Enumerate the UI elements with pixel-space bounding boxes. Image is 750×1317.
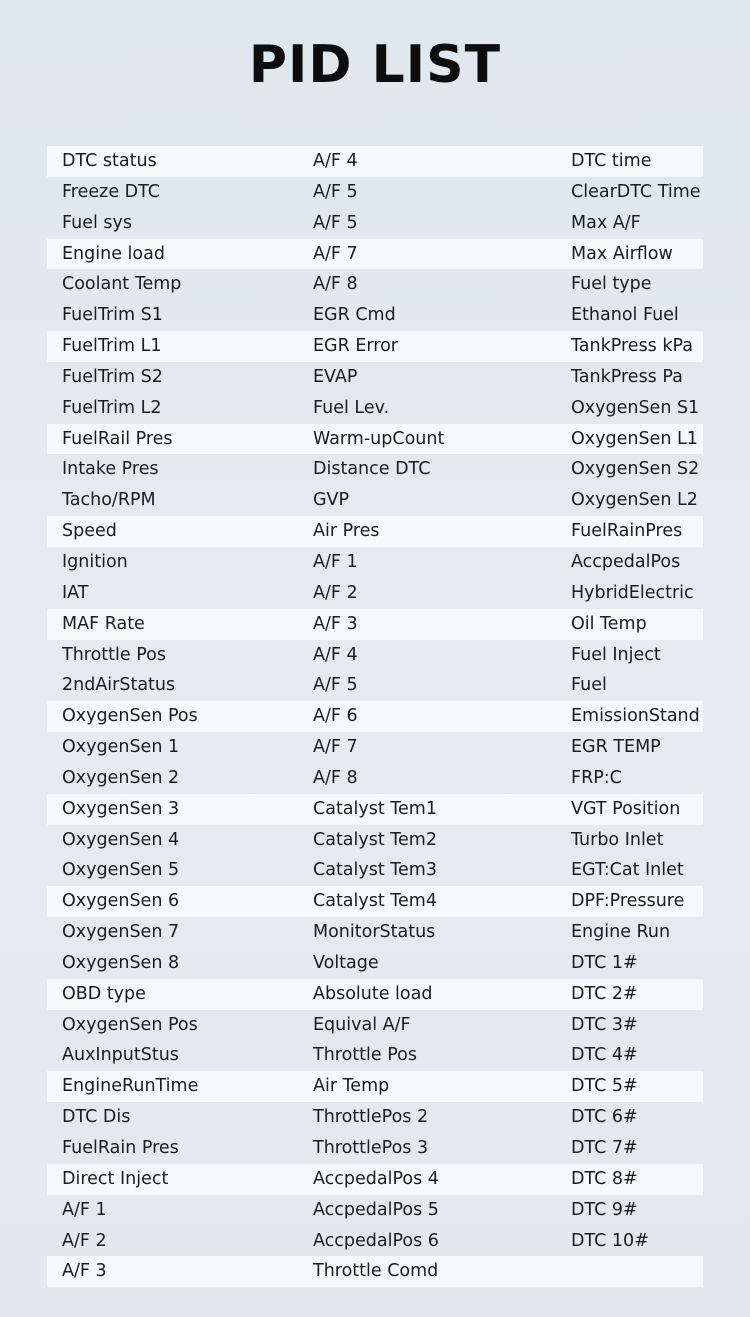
table-cell: AccpedalPos 5 <box>313 1199 439 1220</box>
table-cell: EngineRunTime <box>62 1076 199 1097</box>
table-cell: A/F 8 <box>313 274 358 295</box>
table-cell: DTC 7# <box>571 1138 638 1158</box>
table-cell: A/F 1 <box>62 1199 107 1220</box>
table-row <box>47 1040 703 1071</box>
table-row <box>47 794 703 825</box>
table-cell: Direct Inject <box>62 1168 169 1189</box>
table-row <box>47 825 703 856</box>
table-cell: Warm-upCount <box>313 428 445 449</box>
table-cell: DTC Dis <box>62 1107 131 1128</box>
table-row <box>47 763 703 794</box>
table-row <box>47 393 703 424</box>
table-cell: DTC 2# <box>571 983 638 1004</box>
table-cell: Catalyst Tem1 <box>313 798 437 819</box>
table-row <box>47 208 703 239</box>
table-cell: EGT:Cat Inlet <box>571 860 684 881</box>
table-cell: TankPress kPa <box>571 336 693 357</box>
table-cell: DTC status <box>62 151 157 171</box>
table-row <box>47 1195 703 1226</box>
table-cell: Ethanol Fuel <box>571 305 679 326</box>
table-cell: Air Temp <box>313 1076 390 1097</box>
table-row <box>47 670 703 701</box>
table-row <box>47 516 703 547</box>
table-cell: DTC 1# <box>571 952 638 973</box>
table-row <box>47 362 703 393</box>
table-cell: A/F 5 <box>313 181 358 202</box>
table-cell: A/F 7 <box>313 737 358 758</box>
table-row <box>47 1226 703 1257</box>
table-cell: OxygenSen L2 <box>571 490 698 511</box>
table-cell: DTC time <box>571 151 652 171</box>
table-cell: ThrottlePos 3 <box>313 1138 429 1158</box>
table-cell: A/F 3 <box>313 613 358 634</box>
table-row <box>47 300 703 331</box>
table-cell: Engine Run <box>571 922 671 943</box>
table-cell: EGR Cmd <box>313 305 396 326</box>
table-cell: MonitorStatus <box>313 922 436 943</box>
table-cell: A/F 7 <box>313 243 358 264</box>
table-row <box>47 948 703 979</box>
table-cell: EGR Error <box>313 336 398 357</box>
table-cell: Catalyst Tem2 <box>313 829 437 850</box>
table-cell: Distance DTC <box>313 459 431 480</box>
table-cell: GVP <box>313 490 350 511</box>
table-cell: OxygenSen S1 <box>571 397 700 418</box>
table-cell: MAF Rate <box>62 613 145 634</box>
table-cell: Tacho/RPM <box>62 490 156 511</box>
table-cell: DTC 10# <box>571 1230 649 1251</box>
table-cell: OxygenSen S2 <box>571 459 700 480</box>
table-cell: A/F 4 <box>313 644 358 665</box>
table-cell: FuelRail Pres <box>62 428 173 449</box>
table-cell: OxygenSen 8 <box>62 952 180 973</box>
table-row <box>47 485 703 516</box>
table-cell: OxygenSen 2 <box>62 767 180 788</box>
table-cell: A/F 1 <box>313 551 358 572</box>
table-row <box>47 701 703 732</box>
table-cell: AccpedalPos 4 <box>313 1168 439 1189</box>
table-row <box>47 1010 703 1041</box>
table-cell: OxygenSen L1 <box>571 428 698 449</box>
table-cell: ClearDTC Time <box>571 181 701 202</box>
table-cell: DTC 3# <box>571 1014 638 1035</box>
table-cell: Fuel Lev. <box>313 397 390 418</box>
table-cell: Catalyst Tem3 <box>313 860 437 881</box>
table-cell: DTC 6# <box>571 1107 638 1128</box>
table-cell: Catalyst Tem4 <box>313 891 437 912</box>
table-row <box>47 331 703 362</box>
table-cell: A/F 4 <box>313 151 358 171</box>
table-cell: Intake Pres <box>62 459 159 480</box>
table-cell: ThrottlePos 2 <box>313 1107 429 1128</box>
table-cell: OxygenSen Pos <box>62 706 198 727</box>
table-row <box>47 979 703 1010</box>
table-cell: OxygenSen 4 <box>62 829 180 850</box>
table-cell: FuelTrim L1 <box>62 336 162 357</box>
table-cell: EVAP <box>313 366 358 387</box>
table-cell: A/F 5 <box>313 675 358 696</box>
table-cell: Equival A/F <box>313 1014 411 1035</box>
table-cell: FuelRain Pres <box>62 1138 179 1158</box>
table-cell: Ignition <box>62 551 128 572</box>
table-cell: TankPress Pa <box>571 366 683 387</box>
table-cell: A/F 2 <box>313 582 358 603</box>
table-row <box>47 146 703 177</box>
table-cell: Max A/F <box>571 212 641 233</box>
table-cell: DTC 8# <box>571 1168 638 1189</box>
table-cell: DTC 9# <box>571 1199 638 1220</box>
table-cell: Absolute load <box>313 983 433 1004</box>
table-row <box>47 177 703 208</box>
table-row <box>47 547 703 578</box>
table-row <box>47 424 703 455</box>
table-cell: A/F 5 <box>313 212 358 233</box>
table-cell: OBD type <box>62 983 146 1004</box>
table-cell: DPF:Pressure <box>571 891 685 912</box>
table-cell: Throttle Comd <box>313 1261 439 1282</box>
table-cell: 2ndAirStatus <box>62 675 176 696</box>
table-cell: VGT Position <box>571 798 681 819</box>
table-row <box>47 609 703 640</box>
table-cell: OxygenSen 1 <box>62 737 180 758</box>
table-cell: EGR TEMP <box>571 737 661 758</box>
table-cell: Engine load <box>62 243 165 264</box>
table-cell: Fuel <box>571 675 607 696</box>
table-row <box>47 1133 703 1164</box>
table-row <box>47 855 703 886</box>
table-row <box>47 1102 703 1133</box>
table-cell: Speed <box>62 521 117 542</box>
table-cell: A/F 2 <box>62 1230 107 1251</box>
table-cell: Fuel sys <box>62 212 132 233</box>
table-cell: OxygenSen Pos <box>62 1014 198 1035</box>
table-cell: Freeze DTC <box>62 181 161 202</box>
table-cell: Coolant Temp <box>62 274 182 295</box>
table-cell: AccpedalPos <box>571 551 681 572</box>
table-row <box>47 1164 703 1195</box>
table-cell: FuelRainPres <box>571 521 683 542</box>
table-cell: EmissionStand <box>571 706 700 727</box>
table-cell: DTC 5# <box>571 1076 638 1097</box>
table-cell: Fuel Inject <box>571 644 661 665</box>
table-cell: Fuel type <box>571 274 652 295</box>
table-cell: FuelTrim S1 <box>62 305 163 326</box>
table-cell: HybridElectric <box>571 582 694 603</box>
pid-table <box>47 146 703 1287</box>
table-cell: FuelTrim S2 <box>62 366 163 387</box>
table-row <box>47 1256 703 1287</box>
table-cell: A/F 3 <box>62 1261 107 1282</box>
table-cell: OxygenSen 6 <box>62 891 180 912</box>
table-cell: OxygenSen 5 <box>62 860 180 881</box>
table-cell: AuxInputStus <box>62 1045 179 1066</box>
table-cell: FuelTrim L2 <box>62 397 162 418</box>
page-title: PID LIST <box>248 35 502 95</box>
table-cell: Oil Temp <box>571 613 647 634</box>
table-row <box>47 640 703 671</box>
table-cell: Throttle Pos <box>62 644 166 665</box>
table-cell: DTC 4# <box>571 1045 638 1066</box>
table-cell: Throttle Pos <box>313 1045 417 1066</box>
table-cell: OxygenSen 3 <box>62 798 180 819</box>
table-row <box>47 1071 703 1102</box>
table-cell: Air Pres <box>313 521 380 542</box>
table-cell: Voltage <box>313 952 379 973</box>
table-row <box>47 454 703 485</box>
table-cell: Max Airflow <box>571 243 673 264</box>
table-cell: A/F 6 <box>313 706 358 727</box>
table-cell: A/F 8 <box>313 767 358 788</box>
table-row <box>47 239 703 270</box>
table-cell: OxygenSen 7 <box>62 922 180 943</box>
table-row <box>47 269 703 300</box>
table-cell: FRP:C <box>571 767 622 788</box>
table-row <box>47 917 703 948</box>
table-cell: IAT <box>62 582 89 603</box>
table-cell: AccpedalPos 6 <box>313 1230 439 1251</box>
table-row <box>47 578 703 609</box>
table-cell: Turbo Inlet <box>571 829 664 850</box>
table-row <box>47 732 703 763</box>
table-row <box>47 886 703 917</box>
